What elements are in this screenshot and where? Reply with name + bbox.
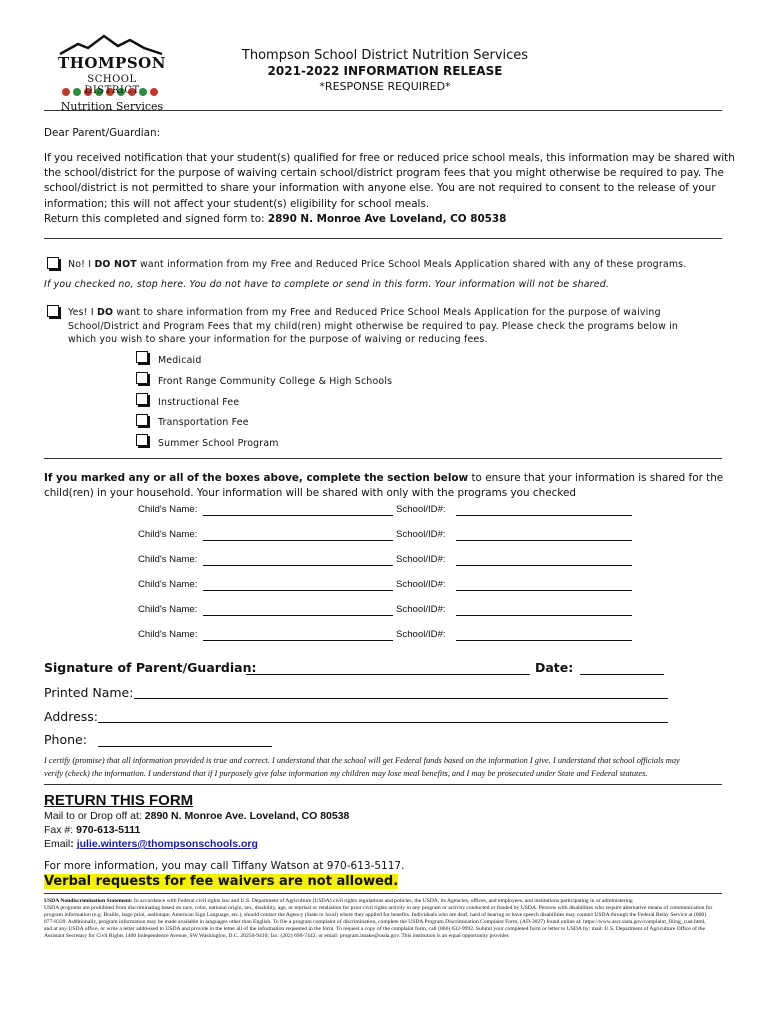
signature-field[interactable] <box>246 674 530 675</box>
school-id-label: School/ID#: <box>396 579 446 590</box>
signature-label: Signature of Parent/Guardian: <box>44 660 257 675</box>
printed-name-label: Printed Name: <box>44 685 134 700</box>
no-checkbox[interactable] <box>47 257 59 269</box>
usda-statement-2: USDA programs are prohibited from discriminating based on race, color, national origin, sex, disability, age, or reprisal or retaliation for prior civil rights activity in any program or activity conducted or funded by USDA. Persons with disabilities who require alternative means of communication for <box>44 905 713 911</box>
org-name: Thompson School District Nutrition Services <box>241 48 529 63</box>
no-option-note: If you checked no, stop here. You do not have to complete or send in this form. Your information will not be shared. <box>44 279 610 290</box>
school-id-label: School/ID#: <box>396 504 446 515</box>
school-id-label: School/ID#: <box>396 529 446 540</box>
program-frcc: Front Range Community College & High Schools <box>158 376 393 387</box>
more-info: For more information, you may call Tiffany Watson at 970-613-5117. <box>44 860 405 872</box>
return-instruction: Return this completed and signed form to: 2890 N. Monroe Ave Loveland, CO 80538 <box>44 213 507 225</box>
usda-statement-5: and at any USDA office, or write a letter addressed to USDA and provide in the letter all of the information requested in the form. To request a copy of the complaint form, call (866) 632-9992. Submit your completed form or letter to USDA by: mail: U.S. Department of Agriculture Office of the <box>44 926 706 932</box>
form-title: 2021-2022 INFORMATION RELEASE <box>267 64 503 78</box>
school-id-field[interactable] <box>456 590 632 591</box>
divider <box>44 238 722 239</box>
section2-line-2: child(ren) in your household. Your information will be shared with only with the programs you checked <box>44 487 576 499</box>
program-summer-school: Summer School Program <box>158 438 279 449</box>
date-label: Date: <box>535 660 574 675</box>
intro-line-3: school/district is not permitted to share your information with anyone else. You are not required to consent to the release of your <box>44 182 716 194</box>
child-name-label: Child's Name: <box>138 554 198 565</box>
phone-field[interactable] <box>98 746 272 747</box>
school-id-label: School/ID#: <box>396 604 446 615</box>
school-id-field[interactable] <box>456 640 632 641</box>
certification-line-1: I certify (promise) that all information provided is true and correct. I understand that the school will get Federal funds based on the information I give. I understand that school officials may <box>44 756 680 765</box>
district-logo <box>52 32 170 114</box>
certification-line-2: verify (check) the information. I understand that if I purposely give false information my children may lose meal benefits, and I may be prosecuted under State and Federal statutes. <box>44 769 648 778</box>
divider <box>44 458 722 459</box>
yes-option-line-2: School/District and Program Fees that my child(ren) might otherwise be required to pay. Please check the programs below in <box>68 321 679 332</box>
printed-name-field[interactable] <box>134 698 668 699</box>
divider <box>44 784 722 785</box>
yes-checkbox[interactable] <box>47 305 59 317</box>
child-name-field[interactable] <box>203 565 393 566</box>
verbal-warning: Verbal requests for fee waivers are not allowed. <box>44 874 399 889</box>
email-link[interactable]: julie.winters@thompsonschools.org <box>76 838 258 850</box>
no-option-label: No! I DO NOT want information from my Free and Reduced Price School Meals Application shared with any of these programs. <box>68 259 687 270</box>
child-name-label: Child's Name: <box>138 579 198 590</box>
usda-statement-3: program information (e.g. Braille, large print, audiotape, American Sign Language, etc.), should contact the Agency (State or local) where they applied for benefits. Individuals who are deaf, hard of hearing or have speech disabilities may contact USDA through the Federal Relay Service at (800) <box>44 912 707 918</box>
child-name-field[interactable] <box>203 590 393 591</box>
school-id-label: School/ID#: <box>396 554 446 565</box>
child-name-label: Child's Name: <box>138 604 198 615</box>
intro-line-2: the school/district for the purpose of waiving certain school/district program fees that you might otherwise be required to pay. The <box>44 167 724 179</box>
return-heading: RETURN THIS FORM <box>44 792 194 809</box>
logo-school-district: SCHOOL DISTRICT <box>84 74 140 96</box>
child-name-label: Child's Name: <box>138 529 198 540</box>
transportation-fee-checkbox[interactable] <box>136 414 148 426</box>
intro-line-4: information; this will not affect your student(s) eligibility for school meals. <box>44 198 430 210</box>
program-medicaid: Medicaid <box>158 355 202 366</box>
section2-instruction: If you marked any or all of the boxes above, complete the section below to ensure that your information is shared for the <box>44 472 724 484</box>
mail-to: Mail to or Drop off at: 2890 N. Monroe Ave. Loveland, CO 80538 <box>44 810 350 822</box>
form-subtitle: *RESPONSE REQUIRED* <box>319 80 451 93</box>
divider <box>44 893 722 894</box>
return-address: 2890 N. Monroe Ave Loveland, CO 80538 <box>267 213 507 225</box>
child-name-field[interactable] <box>203 640 393 641</box>
frcc-checkbox[interactable] <box>136 372 148 384</box>
child-name-label: Child's Name: <box>138 629 198 640</box>
yes-option-line-3: which you wish to share your information for the purpose of waiving or reducing fees. <box>68 334 488 345</box>
yes-option-label: Yes! I DO want to share information from my Free and Reduced Price School Meals Application for the purpose of waiving <box>68 307 661 318</box>
usda-statement-1: USDA Nondiscrimination Statement: In accordance with Federal civil rights law and U.S. Department of Agriculture (USDA) civil rights regulations and policies, the USDA, its Agencies, offices, and employees, and institutions participating in or administering <box>44 898 633 904</box>
school-id-field[interactable] <box>456 565 632 566</box>
address-field[interactable] <box>98 722 668 723</box>
summer-school-checkbox[interactable] <box>136 434 148 446</box>
date-field[interactable] <box>580 674 664 675</box>
logo-thompson: THOMPSON <box>58 54 166 72</box>
program-transportation-fee: Transportation Fee <box>158 417 249 428</box>
child-name-field[interactable] <box>203 615 393 616</box>
child-name-label: Child's Name: <box>138 504 198 515</box>
intro-line-1: If you received notification that your student(s) qualified for free or reduced price school meals, this information may be shared with <box>44 152 735 164</box>
school-id-label: School/ID#: <box>396 629 446 640</box>
child-name-field[interactable] <box>203 540 393 541</box>
instructional-fee-checkbox[interactable] <box>136 393 148 405</box>
school-id-field[interactable] <box>456 540 632 541</box>
divider <box>44 110 722 111</box>
school-id-field[interactable] <box>456 615 632 616</box>
school-id-field[interactable] <box>456 515 632 516</box>
medicaid-checkbox[interactable] <box>136 351 148 363</box>
phone-label: Phone: <box>44 732 87 747</box>
address-label: Address: <box>44 709 98 724</box>
email: Email: julie.winters@thompsonschools.org <box>44 838 258 850</box>
greeting: Dear Parent/Guardian: <box>44 127 161 139</box>
logo-nutrition: Nutrition Services <box>60 100 164 113</box>
child-name-field[interactable] <box>203 515 393 516</box>
usda-statement-6: Assistant Secretary for Civil Rights 1400 Independence Avenue, SW Washington, D.C. 20250-9410; fax: (202) 690-7442; or email: program.intake@usda.gov. This institution is an equal opportunity provider. <box>44 933 510 939</box>
program-instructional-fee: Instructional Fee <box>158 397 240 408</box>
fax: Fax #: 970-613-5111 <box>44 824 141 836</box>
usda-statement-4: 877-8339. Additionally, program information may be made available in languages other than English. To file a program complaint of discrimination, complete the USDA Program Discrimination Complaint Form, (AD-3027) found online at: https://www.ascr.usda.gov/complaint_filing_cust.html, <box>44 919 706 925</box>
